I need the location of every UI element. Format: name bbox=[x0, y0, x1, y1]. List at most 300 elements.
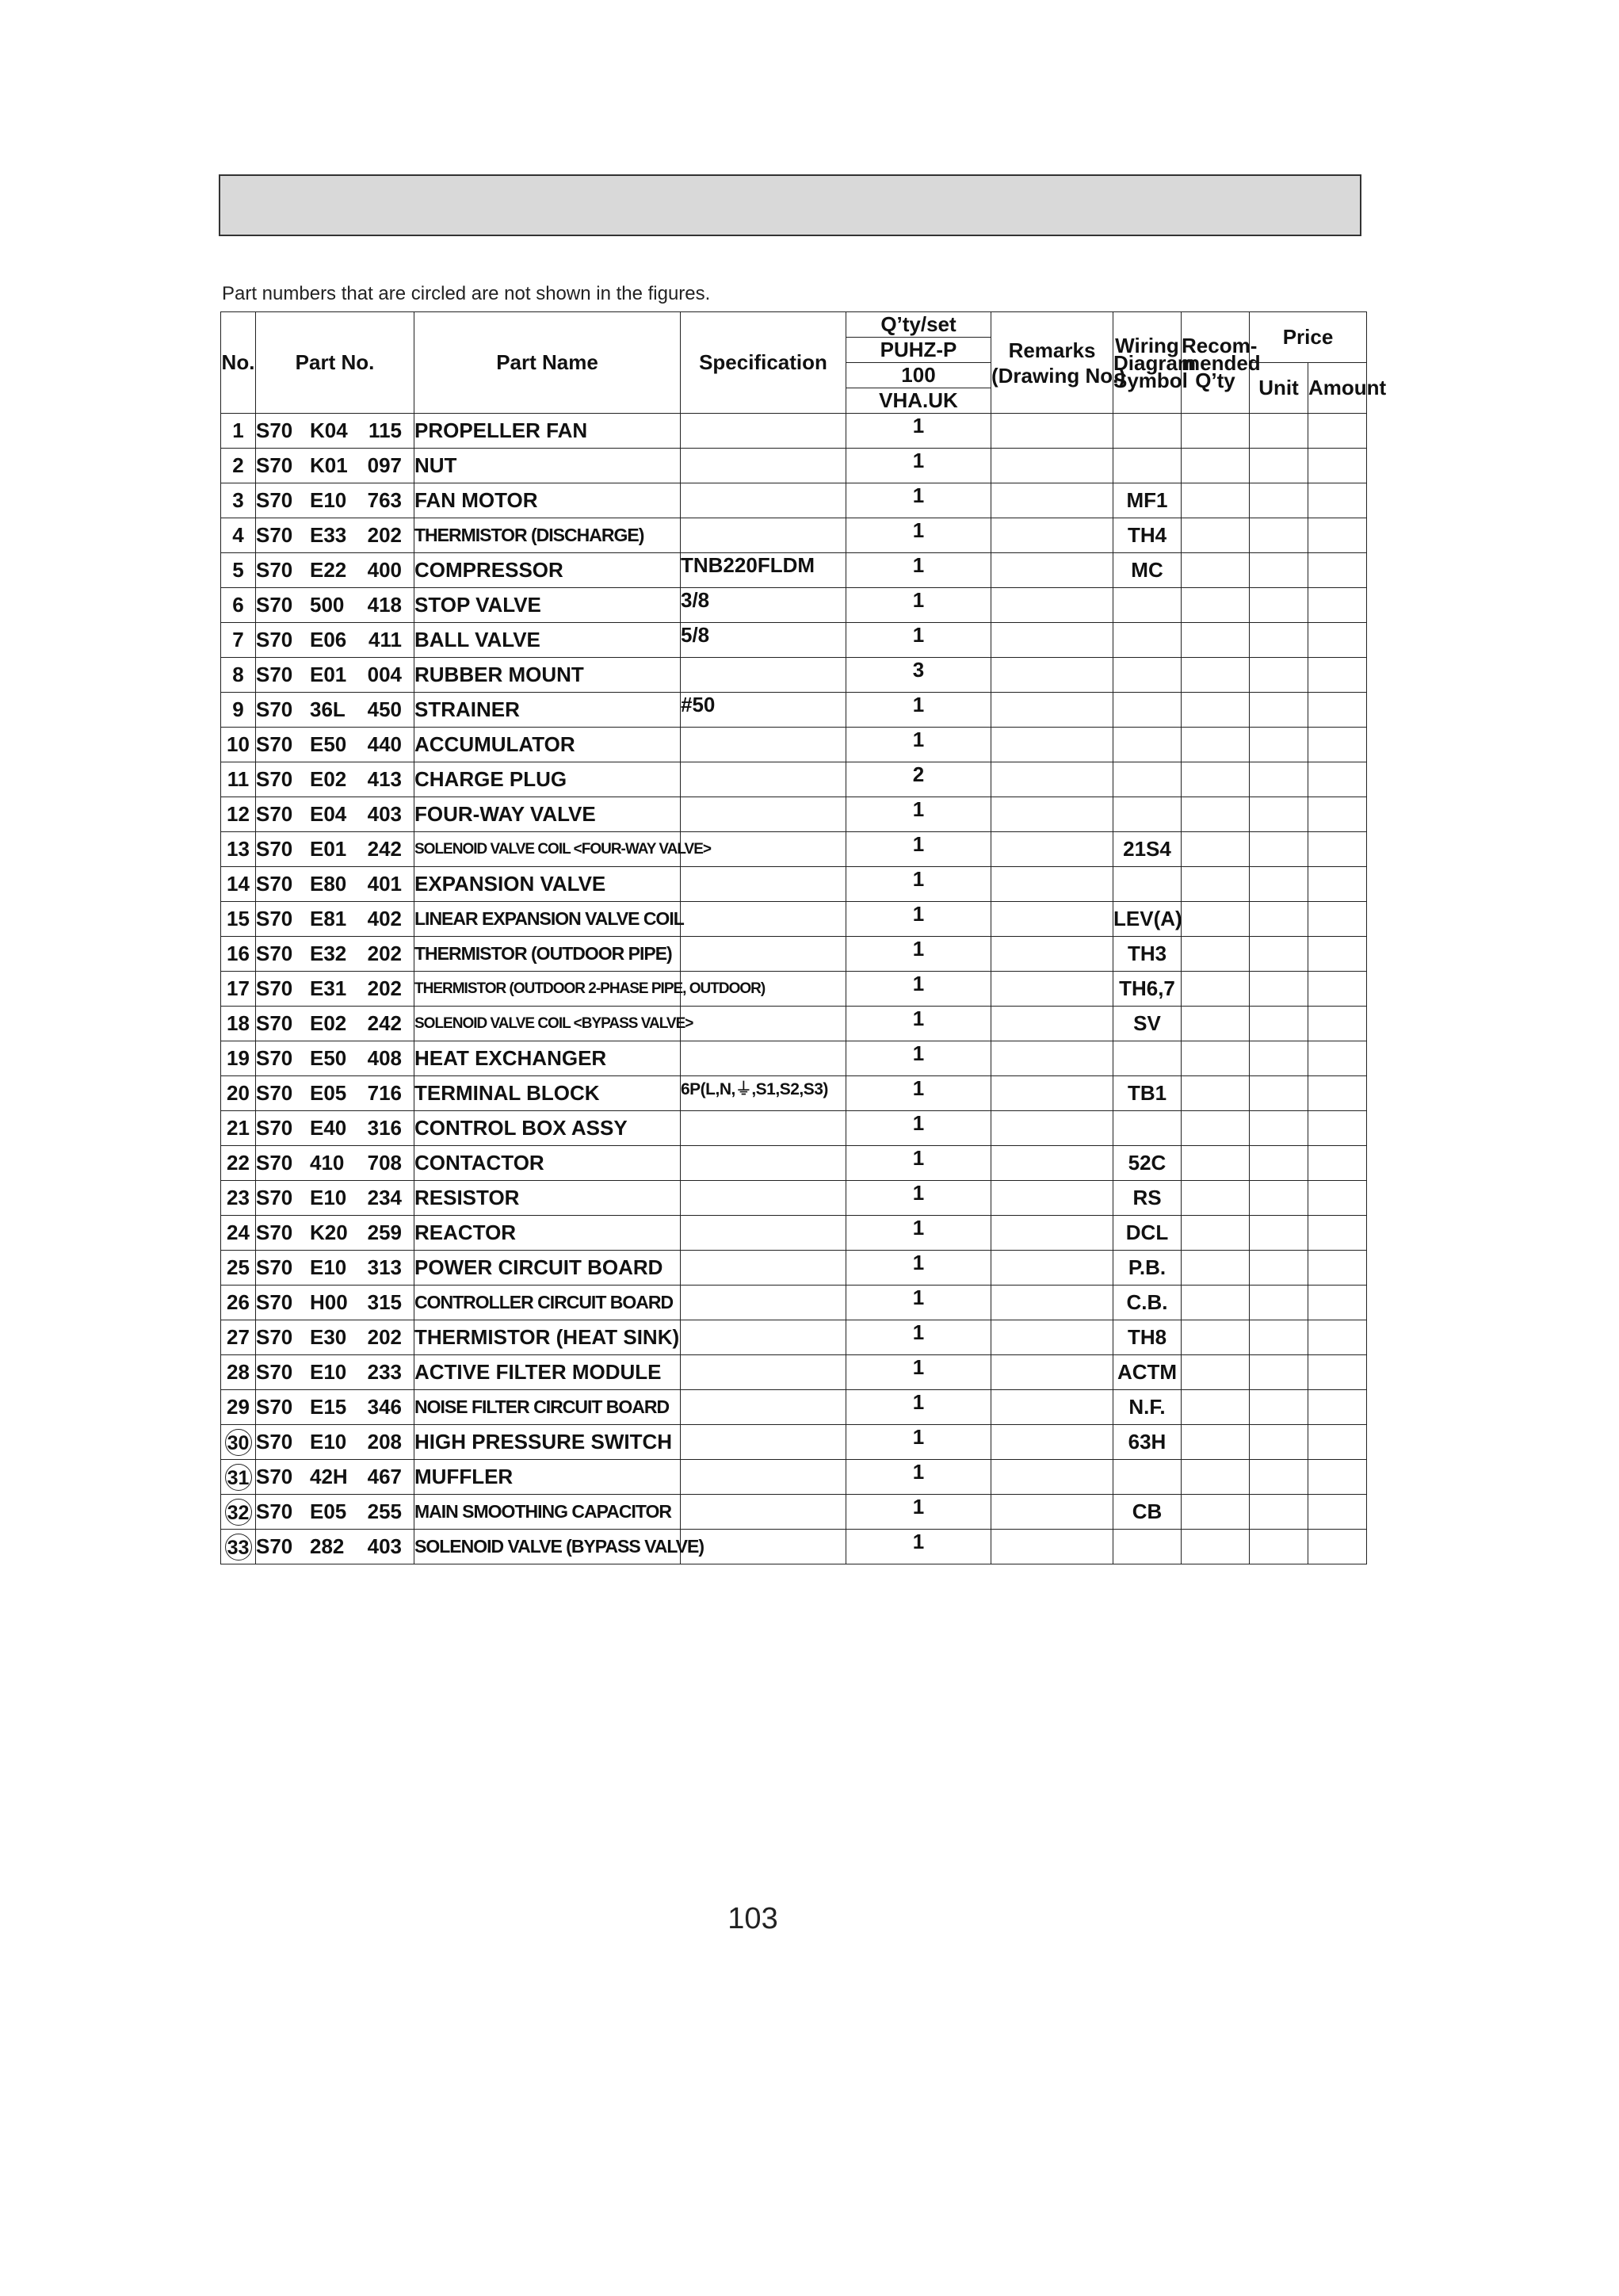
unit-price-cell bbox=[1250, 1425, 1308, 1460]
amount-cell bbox=[1308, 937, 1367, 972]
quantity: 1 bbox=[846, 483, 991, 518]
table-row bbox=[221, 483, 1367, 518]
unit-price-cell bbox=[1250, 867, 1308, 902]
part-number-p3: 097 bbox=[367, 453, 402, 477]
quantity: 1 bbox=[846, 972, 991, 1007]
row-number-circled: 33 bbox=[225, 1534, 252, 1561]
recommended-qty-cell bbox=[1182, 1146, 1250, 1181]
part-name: REACTOR bbox=[414, 1216, 681, 1251]
table-row bbox=[221, 937, 1367, 972]
unit-price-cell bbox=[1250, 1251, 1308, 1286]
row-number-text: 19 bbox=[227, 1046, 250, 1070]
table-row bbox=[221, 553, 1367, 588]
table-row bbox=[221, 1076, 1367, 1111]
quantity: 1 bbox=[846, 1076, 991, 1111]
part-number-p2: 36L bbox=[310, 697, 346, 721]
row-number-text: 4 bbox=[232, 523, 244, 547]
row-number-text: 10 bbox=[227, 732, 250, 756]
specification bbox=[681, 1286, 846, 1320]
unit-price-cell bbox=[1250, 972, 1308, 1007]
part-name: NUT bbox=[414, 449, 681, 483]
quantity: 1 bbox=[846, 902, 991, 937]
header-recom: Recom- bbox=[1182, 333, 1258, 357]
part-number-p1: S70 bbox=[256, 663, 293, 686]
recommended-qty-cell bbox=[1182, 414, 1250, 449]
specification bbox=[681, 1390, 846, 1425]
row-number-text: 13 bbox=[227, 837, 250, 861]
part-number-p2: K20 bbox=[310, 1221, 348, 1244]
recommended-qty-cell bbox=[1182, 1390, 1250, 1425]
wiring-symbol bbox=[1113, 1041, 1182, 1076]
header-model-line2: 100 bbox=[846, 363, 991, 388]
specification bbox=[681, 449, 846, 483]
table-row bbox=[221, 762, 1367, 797]
specification bbox=[681, 937, 846, 972]
part-number bbox=[256, 1216, 414, 1251]
recommended-qty-cell bbox=[1182, 762, 1250, 797]
specification: 5/8 bbox=[681, 623, 846, 658]
quantity: 1 bbox=[846, 937, 991, 972]
row-number-text: 16 bbox=[227, 942, 250, 965]
header-unit: Unit bbox=[1250, 363, 1308, 414]
part-number-p2: E40 bbox=[310, 1116, 347, 1140]
part-number-p1: S70 bbox=[256, 1255, 293, 1279]
unit-price-cell bbox=[1250, 588, 1308, 623]
specification bbox=[681, 1146, 846, 1181]
table-row bbox=[221, 1007, 1367, 1041]
unit-price-cell bbox=[1250, 693, 1308, 728]
part-name: THERMISTOR (HEAT SINK) bbox=[414, 1320, 681, 1355]
row-number bbox=[221, 553, 256, 588]
wiring-symbol: P.B. bbox=[1113, 1251, 1182, 1286]
row-number-text: 9 bbox=[232, 697, 244, 721]
specification bbox=[681, 1181, 846, 1216]
amount-cell bbox=[1308, 832, 1367, 867]
row-number bbox=[221, 518, 256, 553]
wiring-symbol bbox=[1113, 1460, 1182, 1495]
table-body bbox=[221, 414, 1367, 1564]
quantity: 1 bbox=[846, 867, 991, 902]
row-number-text: 22 bbox=[227, 1151, 250, 1175]
amount-cell bbox=[1308, 1041, 1367, 1076]
quantity: 1 bbox=[846, 449, 991, 483]
remarks-cell bbox=[991, 483, 1113, 518]
header-wiring: Wiring bbox=[1115, 333, 1179, 357]
amount-cell bbox=[1308, 623, 1367, 658]
part-number-p3: 403 bbox=[367, 802, 402, 826]
amount-cell bbox=[1308, 1251, 1367, 1286]
part-number-p3: 402 bbox=[367, 907, 402, 930]
specification bbox=[681, 1007, 846, 1041]
row-number-text: 1 bbox=[232, 418, 244, 442]
part-number-p1: S70 bbox=[256, 1325, 293, 1349]
part-number-p3: 234 bbox=[367, 1186, 402, 1209]
wiring-symbol bbox=[1113, 449, 1182, 483]
part-name: TERMINAL BLOCK bbox=[414, 1076, 681, 1111]
row-number-text: 15 bbox=[227, 907, 250, 930]
part-number-p2: E10 bbox=[310, 1255, 347, 1279]
row-number bbox=[221, 1111, 256, 1146]
part-number-p1: S70 bbox=[256, 1116, 293, 1140]
part-number bbox=[256, 1007, 414, 1041]
part-number-p2: E31 bbox=[310, 976, 347, 1000]
row-number bbox=[221, 1286, 256, 1320]
part-number-p3: 202 bbox=[367, 942, 402, 965]
part-number-p3: 316 bbox=[367, 1116, 402, 1140]
header-model-line1: PUHZ-P bbox=[846, 338, 991, 363]
part-number-p1: S70 bbox=[256, 872, 293, 896]
part-name: THERMISTOR (OUTDOOR PIPE) bbox=[414, 937, 681, 972]
part-number-p3: 401 bbox=[367, 872, 402, 896]
part-number bbox=[256, 623, 414, 658]
section-title-bar bbox=[219, 174, 1361, 236]
unit-price-cell bbox=[1250, 797, 1308, 832]
row-number-text: 25 bbox=[227, 1255, 250, 1279]
part-number-p1: S70 bbox=[256, 1360, 293, 1384]
recommended-qty-cell bbox=[1182, 693, 1250, 728]
amount-cell bbox=[1308, 1076, 1367, 1111]
part-number bbox=[256, 588, 414, 623]
part-number bbox=[256, 972, 414, 1007]
row-number bbox=[221, 832, 256, 867]
part-number-p1: S70 bbox=[256, 837, 293, 861]
part-name: BALL VALVE bbox=[414, 623, 681, 658]
quantity: 1 bbox=[846, 1041, 991, 1076]
wiring-symbol bbox=[1113, 762, 1182, 797]
part-number-p2: E05 bbox=[310, 1081, 347, 1105]
wiring-symbol bbox=[1113, 414, 1182, 449]
part-number-p3: 242 bbox=[367, 837, 402, 861]
remarks-cell bbox=[991, 1495, 1113, 1530]
header-price: Price bbox=[1250, 312, 1367, 363]
unit-price-cell bbox=[1250, 518, 1308, 553]
specification: #50 bbox=[681, 693, 846, 728]
wiring-symbol: 63H bbox=[1113, 1425, 1182, 1460]
part-number bbox=[256, 937, 414, 972]
table-row bbox=[221, 1530, 1367, 1564]
specification: 3/8 bbox=[681, 588, 846, 623]
remarks-cell bbox=[991, 553, 1113, 588]
part-number bbox=[256, 483, 414, 518]
part-number-p2: 42H bbox=[310, 1465, 348, 1488]
part-number bbox=[256, 1251, 414, 1286]
wiring-symbol: N.F. bbox=[1113, 1390, 1182, 1425]
part-number-p1: S70 bbox=[256, 802, 293, 826]
part-number-p3: 346 bbox=[367, 1395, 402, 1419]
quantity: 1 bbox=[846, 623, 991, 658]
unit-price-cell bbox=[1250, 728, 1308, 762]
wiring-symbol: SV bbox=[1113, 1007, 1182, 1041]
remarks-cell bbox=[991, 1530, 1113, 1564]
part-number-p2: H00 bbox=[310, 1290, 348, 1314]
specification bbox=[681, 1460, 846, 1495]
recommended-qty-cell bbox=[1182, 797, 1250, 832]
remarks-cell bbox=[991, 797, 1113, 832]
specification bbox=[681, 1355, 846, 1390]
part-number-p1: S70 bbox=[256, 697, 293, 721]
header-part-no: Part No. bbox=[256, 312, 414, 414]
quantity: 1 bbox=[846, 797, 991, 832]
table-row bbox=[221, 832, 1367, 867]
table-row bbox=[221, 1320, 1367, 1355]
specification bbox=[681, 797, 846, 832]
remarks-cell bbox=[991, 902, 1113, 937]
row-number-text: 7 bbox=[232, 628, 244, 651]
specification bbox=[681, 483, 846, 518]
part-number-p2: 500 bbox=[310, 593, 345, 617]
header-wiring-symbol bbox=[1113, 312, 1197, 414]
table-row bbox=[221, 518, 1367, 553]
part-number-p2: E33 bbox=[310, 523, 347, 547]
amount-cell bbox=[1308, 1460, 1367, 1495]
part-number bbox=[256, 1041, 414, 1076]
wiring-symbol: LEV(A) bbox=[1113, 902, 1182, 937]
recommended-qty-cell bbox=[1182, 1460, 1250, 1495]
table-row bbox=[221, 1111, 1367, 1146]
remarks-cell bbox=[991, 623, 1113, 658]
part-name: ACTIVE FILTER MODULE bbox=[414, 1355, 681, 1390]
part-number-p2: E22 bbox=[310, 558, 347, 582]
header-diagram: Diagram bbox=[1113, 350, 1197, 375]
part-name: MAIN SMOOTHING CAPACITOR bbox=[414, 1495, 681, 1530]
part-number bbox=[256, 1076, 414, 1111]
part-number-p1: S70 bbox=[256, 418, 293, 442]
part-number bbox=[256, 414, 414, 449]
unit-price-cell bbox=[1250, 1320, 1308, 1355]
part-name: SOLENOID VALVE (BYPASS VALVE) bbox=[414, 1530, 681, 1564]
row-number-text: 11 bbox=[227, 767, 250, 791]
part-number-p3: 716 bbox=[367, 1081, 402, 1105]
specification bbox=[681, 1495, 846, 1530]
unit-price-cell bbox=[1250, 1216, 1308, 1251]
part-number bbox=[256, 1111, 414, 1146]
part-number bbox=[256, 1286, 414, 1320]
unit-price-cell bbox=[1250, 1390, 1308, 1425]
unit-price-cell bbox=[1250, 1530, 1308, 1564]
quantity: 1 bbox=[846, 1355, 991, 1390]
amount-cell bbox=[1308, 728, 1367, 762]
part-name: THERMISTOR (DISCHARGE) bbox=[414, 518, 681, 553]
part-number-p1: S70 bbox=[256, 1011, 293, 1035]
amount-cell bbox=[1308, 1146, 1367, 1181]
amount-cell bbox=[1308, 693, 1367, 728]
wiring-symbol bbox=[1113, 867, 1182, 902]
part-number bbox=[256, 658, 414, 693]
part-number-p1: S70 bbox=[256, 1499, 293, 1523]
specification bbox=[681, 867, 846, 902]
part-number-p1: S70 bbox=[256, 1221, 293, 1244]
table-row bbox=[221, 867, 1367, 902]
specification bbox=[681, 518, 846, 553]
table-row bbox=[221, 1181, 1367, 1216]
part-number-p2: E05 bbox=[310, 1499, 347, 1523]
row-number-text: 8 bbox=[232, 663, 244, 686]
quantity: 2 bbox=[846, 762, 991, 797]
part-number-p3: 259 bbox=[367, 1221, 402, 1244]
unit-price-cell bbox=[1250, 553, 1308, 588]
part-name: STRAINER bbox=[414, 693, 681, 728]
part-number-p1: S70 bbox=[256, 1430, 293, 1454]
remarks-cell bbox=[991, 1460, 1113, 1495]
part-number bbox=[256, 449, 414, 483]
quantity: 1 bbox=[846, 588, 991, 623]
specification bbox=[681, 762, 846, 797]
part-number-p1: S70 bbox=[256, 1465, 293, 1488]
table-row bbox=[221, 1041, 1367, 1076]
part-number-p1: S70 bbox=[256, 453, 293, 477]
part-name: SOLENOID VALVE COIL <BYPASS VALVE> bbox=[414, 1007, 681, 1041]
unit-price-cell bbox=[1250, 1111, 1308, 1146]
amount-cell bbox=[1308, 797, 1367, 832]
wiring-symbol bbox=[1113, 623, 1182, 658]
quantity: 1 bbox=[846, 1390, 991, 1425]
amount-cell bbox=[1308, 1320, 1367, 1355]
part-number-p1: S70 bbox=[256, 1046, 293, 1070]
part-number-p1: S70 bbox=[256, 488, 293, 512]
amount-cell bbox=[1308, 483, 1367, 518]
amount-cell bbox=[1308, 518, 1367, 553]
page-number: 103 bbox=[727, 1902, 778, 1935]
row-number-text: 2 bbox=[232, 453, 244, 477]
amount-cell bbox=[1308, 1216, 1367, 1251]
quantity: 3 bbox=[846, 658, 991, 693]
quantity: 1 bbox=[846, 1286, 991, 1320]
part-number-p1: S70 bbox=[256, 1081, 293, 1105]
wiring-symbol: ACTM bbox=[1113, 1355, 1182, 1390]
amount-cell bbox=[1308, 1111, 1367, 1146]
wiring-symbol bbox=[1113, 658, 1182, 693]
part-number bbox=[256, 728, 414, 762]
row-number bbox=[221, 1320, 256, 1355]
wiring-symbol bbox=[1113, 1111, 1182, 1146]
row-number-text: 28 bbox=[227, 1360, 250, 1384]
unit-price-cell bbox=[1250, 832, 1308, 867]
remarks-cell bbox=[991, 762, 1113, 797]
part-name: PROPELLER FAN bbox=[414, 414, 681, 449]
row-number bbox=[221, 728, 256, 762]
recommended-qty-cell bbox=[1182, 518, 1250, 553]
part-number-p3: 408 bbox=[367, 1046, 402, 1070]
row-number bbox=[221, 658, 256, 693]
wiring-symbol: 21S4 bbox=[1113, 832, 1182, 867]
table-header bbox=[221, 312, 1387, 414]
part-number-p2: 282 bbox=[310, 1534, 345, 1558]
part-number-p2: E32 bbox=[310, 942, 347, 965]
specification: 6P(L,N,⏚,S1,S2,S3) bbox=[681, 1076, 846, 1111]
quantity: 1 bbox=[846, 1425, 991, 1460]
row-number-text: 21 bbox=[227, 1116, 250, 1140]
part-name: CONTROL BOX ASSY bbox=[414, 1111, 681, 1146]
part-number bbox=[256, 902, 414, 937]
row-number-circled: 30 bbox=[225, 1429, 252, 1456]
row-number-text: 12 bbox=[227, 802, 250, 826]
part-number-p1: S70 bbox=[256, 942, 293, 965]
wiring-symbol: TH6,7 bbox=[1113, 972, 1182, 1007]
part-number-p2: E02 bbox=[310, 1011, 347, 1035]
remarks-cell bbox=[991, 937, 1113, 972]
table-row bbox=[221, 1355, 1367, 1390]
part-number bbox=[256, 1320, 414, 1355]
table-row bbox=[221, 972, 1367, 1007]
part-number-p1: S70 bbox=[256, 1290, 293, 1314]
table-row bbox=[221, 1286, 1367, 1320]
amount-cell bbox=[1308, 588, 1367, 623]
part-number-p1: S70 bbox=[256, 767, 293, 791]
part-number-p3: 202 bbox=[367, 523, 402, 547]
table-row bbox=[221, 1460, 1367, 1495]
recommended-qty-cell bbox=[1182, 902, 1250, 937]
remarks-cell bbox=[991, 1390, 1113, 1425]
part-number-p2: 410 bbox=[310, 1151, 345, 1175]
part-number-p1: S70 bbox=[256, 732, 293, 756]
recommended-qty-cell bbox=[1182, 1181, 1250, 1216]
part-number-p1: S70 bbox=[256, 628, 293, 651]
quantity: 1 bbox=[846, 728, 991, 762]
header-recommended-qty bbox=[1182, 312, 1261, 414]
row-number-text: 27 bbox=[227, 1325, 250, 1349]
part-name: COMPRESSOR bbox=[414, 553, 681, 588]
table-row bbox=[221, 1390, 1367, 1425]
wiring-symbol: C.B. bbox=[1113, 1286, 1182, 1320]
unit-price-cell bbox=[1250, 1460, 1308, 1495]
amount-cell bbox=[1308, 1355, 1367, 1390]
amount-cell bbox=[1308, 1181, 1367, 1216]
part-number-p2: E10 bbox=[310, 1360, 347, 1384]
header-mended: mended bbox=[1182, 350, 1261, 375]
part-number bbox=[256, 553, 414, 588]
header-symbol: Symbol bbox=[1113, 368, 1188, 392]
row-number bbox=[221, 797, 256, 832]
specification bbox=[681, 902, 846, 937]
part-number-p3: 400 bbox=[367, 558, 402, 582]
table-row bbox=[221, 1216, 1367, 1251]
unit-price-cell bbox=[1250, 1495, 1308, 1530]
row-number bbox=[221, 1041, 256, 1076]
header-remarks-label: Remarks bbox=[1008, 338, 1096, 362]
row-number bbox=[221, 972, 256, 1007]
part-number-p3: 440 bbox=[367, 732, 402, 756]
wiring-symbol: TH8 bbox=[1113, 1320, 1182, 1355]
part-number bbox=[256, 867, 414, 902]
wiring-symbol bbox=[1113, 1530, 1182, 1564]
row-number-text: 23 bbox=[227, 1186, 250, 1209]
recommended-qty-cell bbox=[1182, 658, 1250, 693]
unit-price-cell bbox=[1250, 414, 1308, 449]
part-number-p2: E02 bbox=[310, 767, 347, 791]
header-no: No. bbox=[221, 312, 256, 414]
table-row bbox=[221, 1146, 1367, 1181]
remarks-cell bbox=[991, 449, 1113, 483]
recommended-qty-cell bbox=[1182, 937, 1250, 972]
row-number bbox=[221, 1181, 256, 1216]
part-number-p2: K01 bbox=[310, 453, 348, 477]
wiring-symbol: MF1 bbox=[1113, 483, 1182, 518]
amount-cell bbox=[1308, 902, 1367, 937]
part-number bbox=[256, 797, 414, 832]
unit-price-cell bbox=[1250, 937, 1308, 972]
part-number-p3: 418 bbox=[367, 593, 402, 617]
amount-cell bbox=[1308, 1425, 1367, 1460]
specification bbox=[681, 728, 846, 762]
part-name: ACCUMULATOR bbox=[414, 728, 681, 762]
circled-note: Part numbers that are circled are not shown in the figures. bbox=[222, 283, 711, 304]
remarks-cell bbox=[991, 1425, 1113, 1460]
table-row bbox=[221, 588, 1367, 623]
part-number-p3: 403 bbox=[367, 1534, 402, 1558]
specification bbox=[681, 1041, 846, 1076]
table-row bbox=[221, 902, 1367, 937]
part-number-p3: 202 bbox=[367, 1325, 402, 1349]
